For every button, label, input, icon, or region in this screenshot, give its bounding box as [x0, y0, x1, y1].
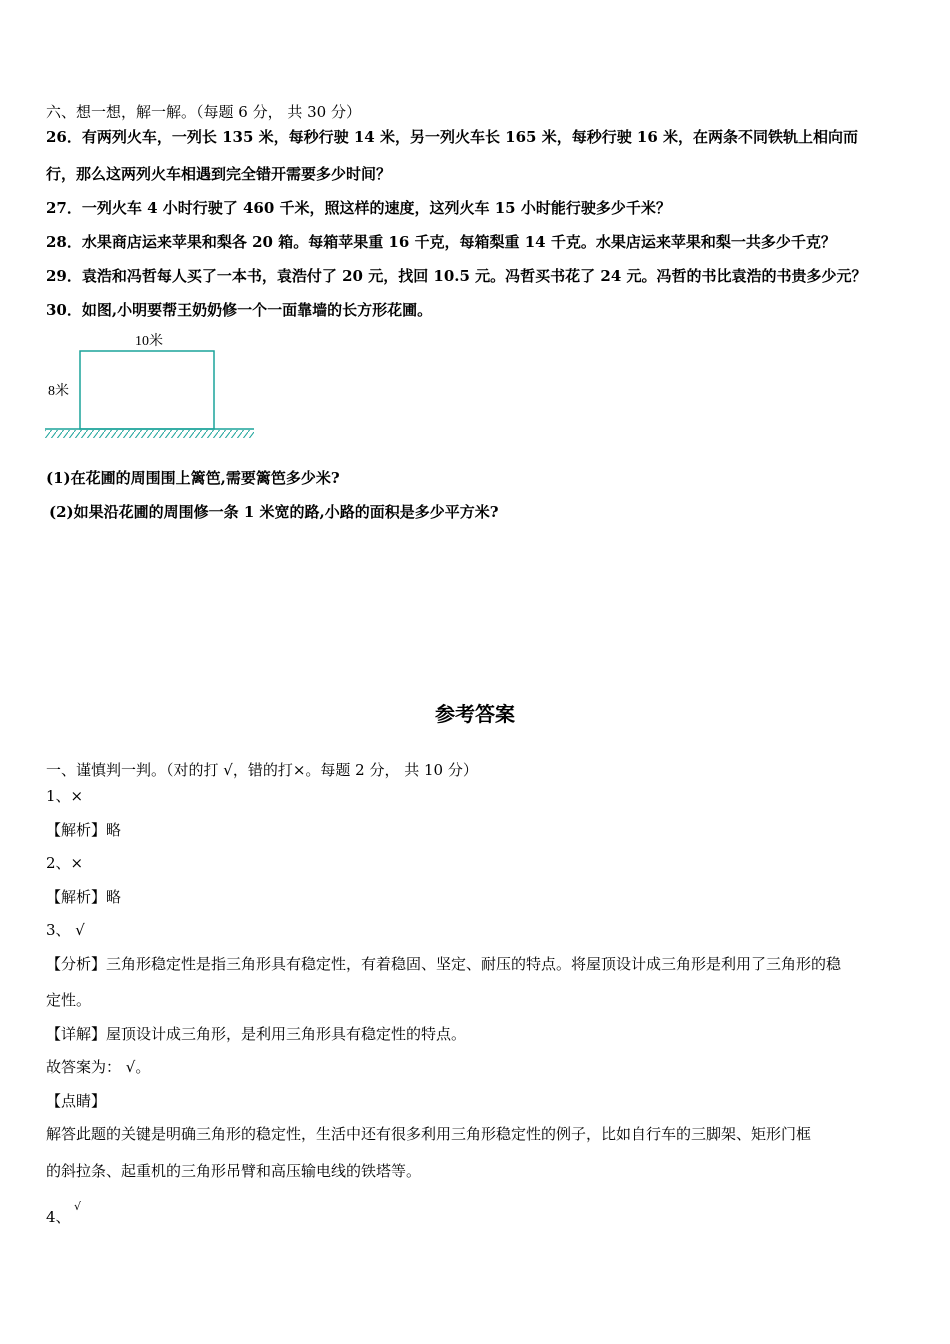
answer-3-dianjing-line1: 解答此题的关键是明确三角形的稳定性，生活中还有很多利用三角形稳定性的例子，比如自行车的三脚架、矩形门框	[46, 1125, 812, 1143]
answer-3-analysis-line2: 定性。	[46, 991, 92, 1009]
answers-section1-heading: 一、谨慎判一判。（对的打 √，错的打×。每题 2 分， 共 10 分）	[46, 761, 478, 779]
question-30-part2: (2)如果沿花圃的周围修一条 1 米宽的路,小路的面积是多少平方米?	[49, 503, 499, 521]
question-30: 30．如图,小明要帮王奶奶修一个一面靠墙的长方形花圃。	[46, 301, 433, 319]
answer-3-dianjing-line2: 的斜拉条、起重机的三角形吊臂和高压输电线的铁塔等。	[46, 1162, 422, 1180]
section-heading: 六、想一想，解一解。（每题 6 分， 共 30 分）	[46, 103, 361, 121]
answer-3-dianjing-label: 【点睛】	[46, 1092, 107, 1110]
question-27: 27．一列火车 4 小时行驶了 460 千米，照这样的速度，这列火车 15 小时能行驶多少千米？	[46, 199, 671, 217]
answer-4-check-mark: √	[74, 1200, 82, 1213]
question-26-line1: 26．有两列火车，一列长 135 米，每秒行驶 14 米，另一列火车长 165 米，每秒行驶 16 米，在两条不同铁轨上相向而	[46, 128, 859, 146]
height-label: 8米	[48, 384, 69, 399]
question-26-line2: 行，那么这两列火车相遇到完全错开需要多少时间？	[46, 165, 392, 183]
answer-2: 2、×	[46, 854, 84, 872]
garden-diagram	[44, 328, 259, 444]
question-30-part1: (1)在花圃的周围围上篱笆,需要篱笆多少米?	[46, 469, 340, 487]
answer-3-final: 故答案为： √。	[46, 1058, 151, 1076]
answer-1: 1、×	[46, 787, 84, 805]
question-29: 29．袁浩和冯哲每人买了一本书，袁浩付了 20 元，找回 10.5 元。冯哲买书花了 24 元。冯哲的书比袁浩的书贵多少元？	[46, 267, 867, 285]
answers-title: 参考答案	[435, 702, 515, 726]
width-label: 10米	[135, 334, 163, 349]
wall-hatching	[45, 430, 254, 438]
answer-3-detail: 【详解】屋顶设计成三角形，是利用三角形具有稳定性的特点。	[46, 1025, 467, 1043]
answer-3: 3、 √	[46, 921, 85, 939]
question-28: 28．水果商店运来苹果和梨各 20 箱。每箱苹果重 16 千克，每箱梨重 14 千克。水果店运来苹果和梨一共多少千克？	[46, 233, 836, 251]
answer-2-analysis: 【解析】略	[46, 888, 122, 906]
answer-3-analysis-line1: 【分析】三角形稳定性是指三角形具有稳定性，有着稳固、坚定、耐压的特点。将屋顶设计成三角形是利用了三角形的稳	[46, 955, 842, 973]
answer-1-analysis: 【解析】略	[46, 821, 122, 839]
garden-diagram-svg	[44, 328, 259, 440]
garden-rectangle	[80, 351, 214, 429]
answer-4: 4、	[46, 1208, 71, 1226]
